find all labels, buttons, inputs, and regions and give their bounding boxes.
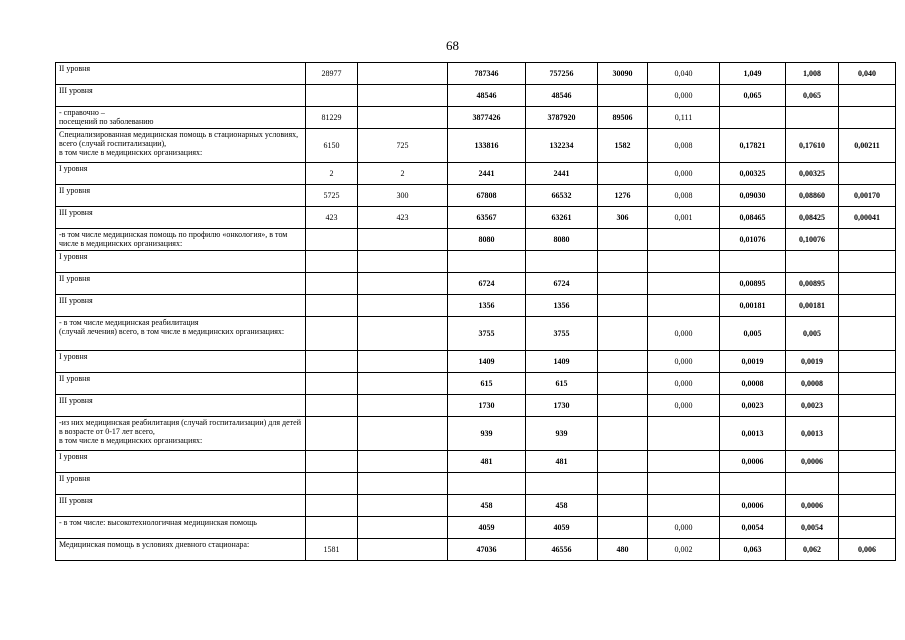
row-label: II уровня (56, 473, 306, 495)
table-cell: 0,065 (786, 85, 839, 107)
table-cell (306, 273, 358, 295)
table-cell: 0,0013 (786, 417, 839, 451)
table-cell: 1356 (526, 295, 598, 317)
data-table (55, 62, 896, 561)
table-cell (306, 495, 358, 517)
table-cell: 0,006 (839, 539, 896, 561)
row-label: I уровня (56, 451, 306, 473)
table-cell: 89506 (598, 107, 648, 129)
table-cell: 67808 (448, 185, 526, 207)
table-cell: 0,00325 (720, 163, 786, 185)
table-cell (448, 251, 526, 273)
table-cell: 0,00895 (786, 273, 839, 295)
table-cell (598, 85, 648, 107)
table-cell: 2441 (448, 163, 526, 185)
table-cell (720, 107, 786, 129)
table-row (56, 417, 896, 451)
table-cell: 81229 (306, 107, 358, 129)
table-cell: 1409 (526, 351, 598, 373)
table-row (56, 473, 896, 495)
table-cell (358, 317, 448, 351)
table-cell: 0,0054 (720, 517, 786, 539)
table-cell: 0,000 (648, 373, 720, 395)
table-cell (598, 373, 648, 395)
table-cell: 0,000 (648, 163, 720, 185)
table-cell: 0,0023 (720, 395, 786, 417)
row-label: III уровня (56, 207, 306, 229)
table-row (56, 517, 896, 539)
table-cell (358, 495, 448, 517)
table-cell (598, 295, 648, 317)
table-cell: 939 (448, 417, 526, 451)
table-cell (526, 251, 598, 273)
table-cell (598, 273, 648, 295)
table-cell (648, 295, 720, 317)
table-row (56, 317, 896, 351)
table-cell: 0,008 (648, 129, 720, 163)
table-cell: 1730 (526, 395, 598, 417)
table-cell: 2 (358, 163, 448, 185)
table-cell (839, 273, 896, 295)
table-row (56, 373, 896, 395)
table-cell: 66532 (526, 185, 598, 207)
table-cell (839, 351, 896, 373)
table-cell (306, 395, 358, 417)
table-cell (839, 317, 896, 351)
table-cell: 0,111 (648, 107, 720, 129)
table-cell (598, 495, 648, 517)
table-cell: 4059 (448, 517, 526, 539)
row-label: Специализированная медицинская помощь в стационарных условиях, всего (случай госпитализации), в том числе в медицинских организациях: (56, 129, 306, 163)
table-cell (306, 229, 358, 251)
table-cell: 0,000 (648, 517, 720, 539)
table-cell: 0,09030 (720, 185, 786, 207)
table-cell (839, 373, 896, 395)
table-cell: 0,001 (648, 207, 720, 229)
table-cell: 300 (358, 185, 448, 207)
row-label: I уровня (56, 163, 306, 185)
table-cell: 3877426 (448, 107, 526, 129)
table-cell (358, 273, 448, 295)
table-cell: 0,008 (648, 185, 720, 207)
table-cell (839, 517, 896, 539)
table-cell (358, 229, 448, 251)
table-row (56, 539, 896, 561)
table-cell: 0,000 (648, 351, 720, 373)
table-cell (598, 417, 648, 451)
table-cell: 0,000 (648, 395, 720, 417)
table-cell: 0,00181 (720, 295, 786, 317)
table-cell (358, 251, 448, 273)
table-row (56, 251, 896, 273)
table-cell: 1,049 (720, 63, 786, 85)
row-label: - в том числе медицинская реабилитация (случай лечения) всего, в том числе в медицинских организациях: (56, 317, 306, 351)
table-cell (306, 473, 358, 495)
row-label: II уровня (56, 373, 306, 395)
table-cell: 6724 (448, 273, 526, 295)
table-cell (839, 295, 896, 317)
table-row (56, 351, 896, 373)
table-cell (306, 417, 358, 451)
table-cell: 0,17610 (786, 129, 839, 163)
row-label: II уровня (56, 185, 306, 207)
table-cell (358, 85, 448, 107)
table-row (56, 229, 896, 251)
row-label: II уровня (56, 63, 306, 85)
table-cell: 0,00170 (839, 185, 896, 207)
table-cell: 30090 (598, 63, 648, 85)
table-row (56, 295, 896, 317)
table-cell: 63567 (448, 207, 526, 229)
table-row (56, 107, 896, 129)
table-cell (358, 395, 448, 417)
table-cell (306, 373, 358, 395)
table-cell (306, 351, 358, 373)
table-cell: 0,0054 (786, 517, 839, 539)
table-cell: 787346 (448, 63, 526, 85)
table-cell (306, 451, 358, 473)
table-cell (786, 107, 839, 129)
table-cell (839, 163, 896, 185)
table-cell: 1409 (448, 351, 526, 373)
table-cell: 0,0013 (720, 417, 786, 451)
table-row (56, 395, 896, 417)
table-row (56, 273, 896, 295)
row-label: -в том числе медицинская помощь по профилю «онкология», в том числе в медицинских организациях: (56, 229, 306, 251)
table-cell (648, 417, 720, 451)
table-cell: 0,00181 (786, 295, 839, 317)
table-cell (839, 395, 896, 417)
table-cell: 0,0006 (720, 495, 786, 517)
table-cell (448, 473, 526, 495)
table-cell (598, 351, 648, 373)
table-row (56, 451, 896, 473)
table-cell: 423 (358, 207, 448, 229)
table-cell (839, 417, 896, 451)
table-cell: 4059 (526, 517, 598, 539)
table-cell: 615 (526, 373, 598, 395)
table-cell: 0,0023 (786, 395, 839, 417)
table-cell: 63261 (526, 207, 598, 229)
table-cell: 48546 (526, 85, 598, 107)
table-cell: 423 (306, 207, 358, 229)
table-cell (598, 229, 648, 251)
table-cell: 0,040 (839, 63, 896, 85)
table-cell (839, 251, 896, 273)
table-cell: 2 (306, 163, 358, 185)
table-cell (648, 495, 720, 517)
table-cell (358, 539, 448, 561)
row-label: I уровня (56, 351, 306, 373)
table-cell: 0,10076 (786, 229, 839, 251)
row-label: - в том числе: высокотехнологичная медицинская помощь (56, 517, 306, 539)
table-cell: 0,00325 (786, 163, 839, 185)
table-cell (598, 317, 648, 351)
table-cell: 0,065 (720, 85, 786, 107)
page-number: 68 (446, 38, 459, 53)
table-cell (358, 351, 448, 373)
table-cell (720, 251, 786, 273)
table-cell: 133816 (448, 129, 526, 163)
table-cell: 0,01076 (720, 229, 786, 251)
row-label: III уровня (56, 395, 306, 417)
table-cell (648, 229, 720, 251)
row-label: Медицинская помощь в условиях дневного стационара: (56, 539, 306, 561)
table-cell: 48546 (448, 85, 526, 107)
table-cell (839, 107, 896, 129)
table-cell: 0,17821 (720, 129, 786, 163)
table-cell: 0,00895 (720, 273, 786, 295)
table-cell: 939 (526, 417, 598, 451)
table-cell (839, 451, 896, 473)
table-cell (648, 273, 720, 295)
table-cell: 1730 (448, 395, 526, 417)
table-cell (786, 251, 839, 273)
table-cell (720, 473, 786, 495)
table-cell: 481 (448, 451, 526, 473)
table-cell: 0,000 (648, 317, 720, 351)
row-label: I уровня (56, 251, 306, 273)
table-cell: 8080 (526, 229, 598, 251)
table-cell: 1582 (598, 129, 648, 163)
table-row (56, 495, 896, 517)
table-cell: 46556 (526, 539, 598, 561)
table-cell: 1276 (598, 185, 648, 207)
table-cell: 3755 (448, 317, 526, 351)
table-cell (358, 107, 448, 129)
table-cell: 481 (526, 451, 598, 473)
table-cell: 1,008 (786, 63, 839, 85)
table-cell (786, 473, 839, 495)
table-cell: 0,08425 (786, 207, 839, 229)
table-cell: 0,00211 (839, 129, 896, 163)
table-cell: 0,005 (720, 317, 786, 351)
table-cell (598, 451, 648, 473)
table-cell: 0,000 (648, 85, 720, 107)
table-cell (306, 251, 358, 273)
table-cell (358, 373, 448, 395)
table-cell: 0,005 (786, 317, 839, 351)
table-row (56, 207, 896, 229)
table-row (56, 185, 896, 207)
table-cell: 6150 (306, 129, 358, 163)
table-cell: 0,08860 (786, 185, 839, 207)
table-cell: 8080 (448, 229, 526, 251)
table-cell (598, 473, 648, 495)
table-cell (358, 473, 448, 495)
table-row (56, 129, 896, 163)
table-cell: 6724 (526, 273, 598, 295)
table-cell: 3787920 (526, 107, 598, 129)
table-cell: 0,002 (648, 539, 720, 561)
table-cell: 757256 (526, 63, 598, 85)
table-cell: 615 (448, 373, 526, 395)
table-cell (358, 63, 448, 85)
table-cell: 1356 (448, 295, 526, 317)
row-label: III уровня (56, 295, 306, 317)
table-cell: 5725 (306, 185, 358, 207)
table-cell: 0,0008 (720, 373, 786, 395)
row-label: III уровня (56, 85, 306, 107)
table-cell (598, 251, 648, 273)
table-cell: 0,040 (648, 63, 720, 85)
row-label: -из них медицинская реабилитация (случай госпитализации) для детей в возрасте от 0-17 лет всего, в том числе в медицинских организациях: (56, 417, 306, 451)
table-cell: 0,0006 (720, 451, 786, 473)
table-cell: 28977 (306, 63, 358, 85)
table-cell: 0,08465 (720, 207, 786, 229)
table-cell: 1581 (306, 539, 358, 561)
table-cell (839, 229, 896, 251)
table-cell: 3755 (526, 317, 598, 351)
table-cell: 480 (598, 539, 648, 561)
table-cell: 0,063 (720, 539, 786, 561)
table-row (56, 85, 896, 107)
table-cell: 132234 (526, 129, 598, 163)
table-cell (839, 473, 896, 495)
table-cell: 0,062 (786, 539, 839, 561)
table-cell (839, 495, 896, 517)
row-label: II уровня (56, 273, 306, 295)
table-cell: 725 (358, 129, 448, 163)
row-label: - справочно – посещений по заболеванию (56, 107, 306, 129)
table-cell: 2441 (526, 163, 598, 185)
table-cell (358, 295, 448, 317)
table-cell: 0,0006 (786, 495, 839, 517)
table-cell (306, 517, 358, 539)
table-cell (598, 163, 648, 185)
table-cell (306, 317, 358, 351)
table-cell (358, 517, 448, 539)
table-cell (306, 85, 358, 107)
table-row (56, 163, 896, 185)
table-cell (358, 451, 448, 473)
table-cell (598, 395, 648, 417)
table-cell: 0,0008 (786, 373, 839, 395)
table-cell (648, 251, 720, 273)
table-cell: 0,0006 (786, 451, 839, 473)
table-cell (598, 517, 648, 539)
table-cell (358, 417, 448, 451)
table-cell (648, 473, 720, 495)
row-label: III уровня (56, 495, 306, 517)
table-cell: 458 (448, 495, 526, 517)
table-cell: 306 (598, 207, 648, 229)
table-cell: 458 (526, 495, 598, 517)
table-cell (306, 295, 358, 317)
table-cell: 0,0019 (786, 351, 839, 373)
table-row (56, 63, 896, 85)
table-cell: 0,0019 (720, 351, 786, 373)
table-cell (648, 451, 720, 473)
table-cell: 0,00041 (839, 207, 896, 229)
table-cell: 47036 (448, 539, 526, 561)
table-cell (839, 85, 896, 107)
table-cell (526, 473, 598, 495)
